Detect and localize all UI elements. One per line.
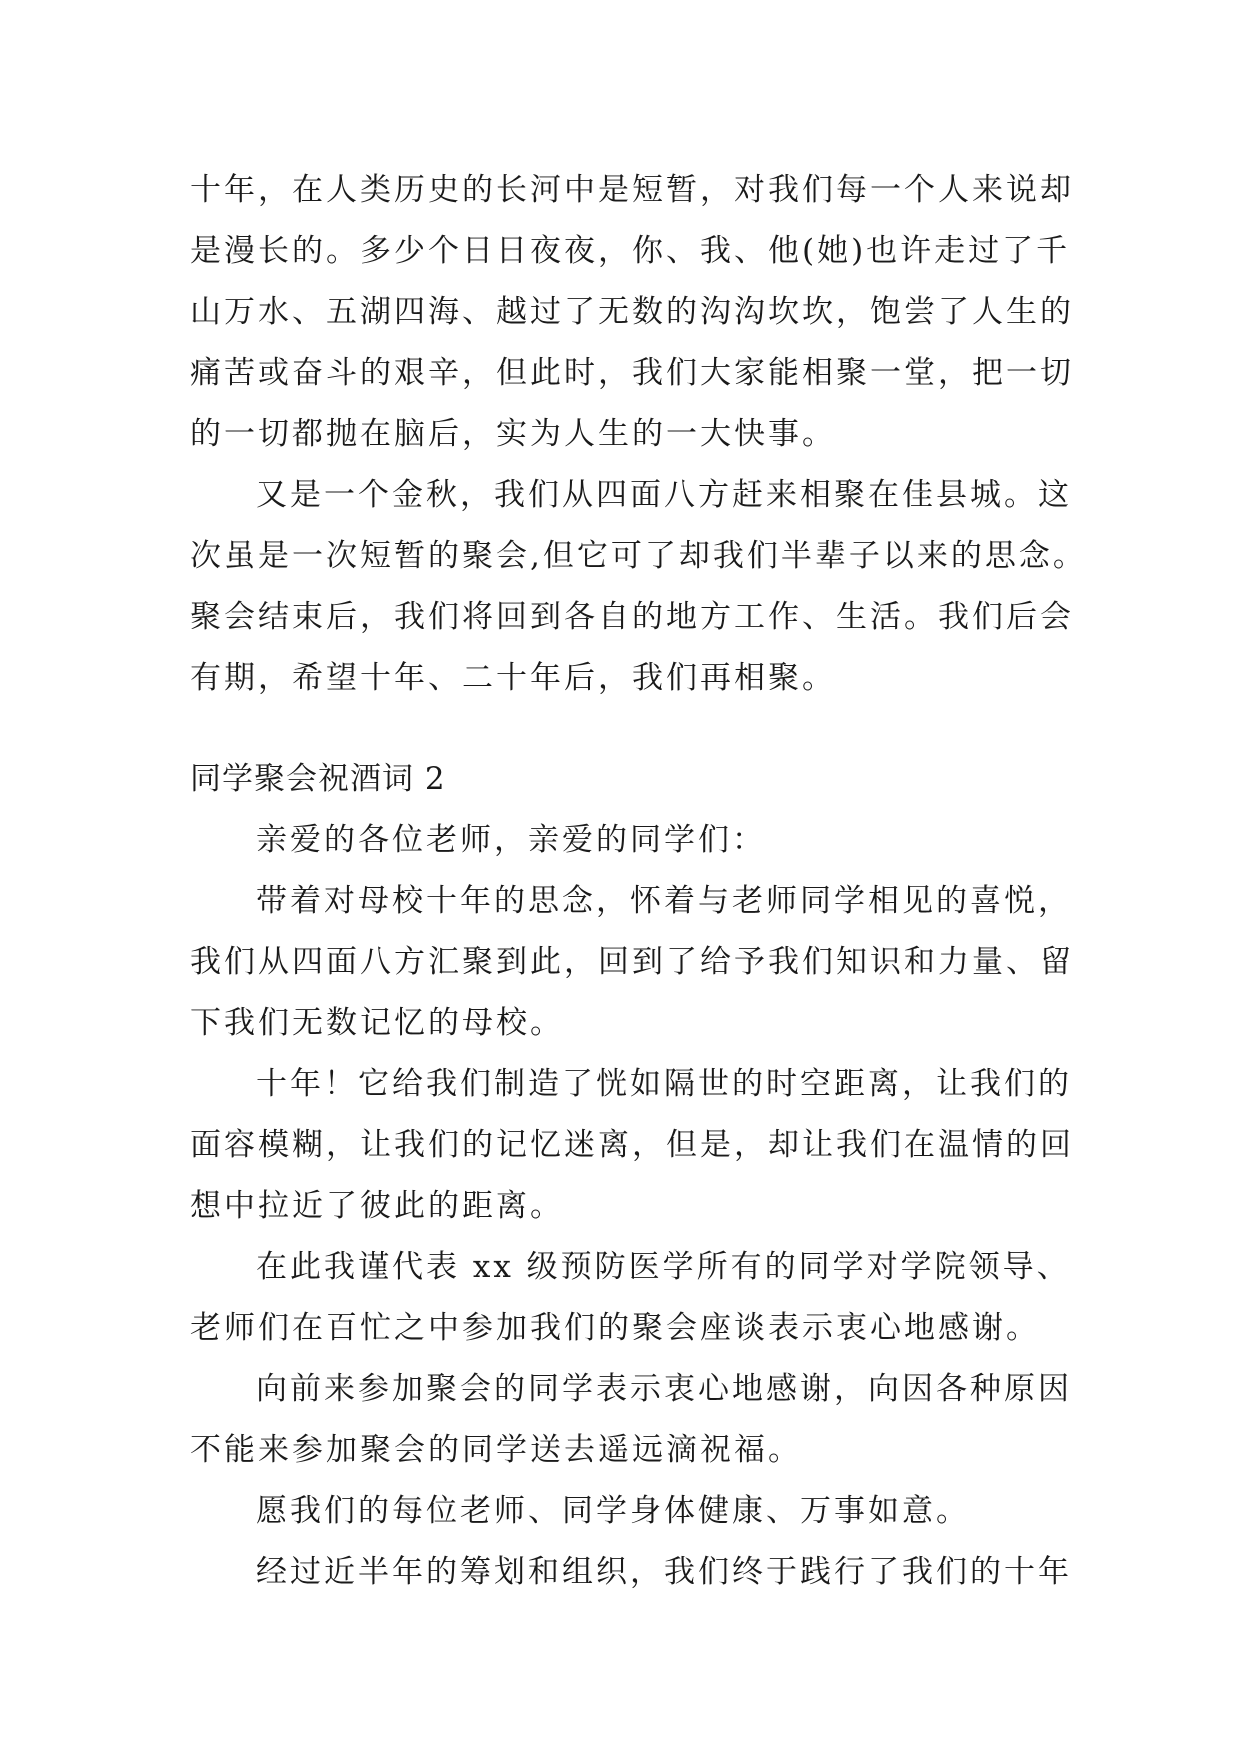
text-line: 又是一个金秋，我们从四面八方赶来相聚在佳县城。这: [256, 477, 1072, 513]
text-line: 下我们无数记忆的母校。: [190, 1005, 564, 1041]
paragraph: [190, 465, 1087, 709]
paragraph: [190, 1481, 1070, 1542]
section-heading: 同学聚会祝酒词 2: [190, 761, 446, 797]
paragraph: [190, 160, 1074, 465]
paragraph: [190, 1237, 1070, 1359]
text-line: 的一切都抛在脑后，实为人生的一大快事。: [190, 416, 836, 452]
text-line: 有期，希望十年、二十年后，我们再相聚。: [190, 660, 836, 696]
text-line: 经过近半年的筹划和组织，我们终于践行了我们的十年: [256, 1554, 1072, 1590]
text-line: 愿我们的每位老师、同学身体健康、万事如意。: [256, 1493, 970, 1529]
text-line: 老师们在百忙之中参加我们的聚会座谈表示衷心地感谢。: [190, 1310, 1040, 1346]
text-line: 聚会结束后，我们将回到各自的地方工作、生活。我们后会: [190, 599, 1074, 635]
text-line: 我们从四面八方汇聚到此，回到了给予我们知识和力量、留: [190, 944, 1074, 980]
text-line: 山万水、五湖四海、越过了无数的沟沟坎坎，饱尝了人生的: [190, 294, 1074, 330]
paragraph: [190, 871, 1074, 1054]
text-line: 面容模糊，让我们的记忆迷离，但是，却让我们在温情的回: [190, 1127, 1074, 1163]
paragraph: [190, 1054, 1074, 1237]
text-line: 带着对母校十年的思念，怀着与老师同学相见的喜悦，: [256, 883, 1072, 919]
text-line: 在此我谨代表 xx 级预防医学所有的同学对学院领导、: [256, 1249, 1071, 1285]
greeting-line: 亲爱的各位老师，亲爱的同学们：: [256, 822, 766, 858]
text-line: 次虽是一次短暂的聚会,但它可了却我们半辈子以来的思念。: [190, 538, 1087, 574]
paragraph: [190, 1542, 1070, 1603]
text-line: 痛苦或奋斗的艰辛，但此时，我们大家能相聚一堂，把一切: [190, 355, 1074, 391]
text-line: 是漫长的。多少个日日夜夜，你、我、他(她)也许走过了千: [190, 233, 1071, 269]
paragraph: [190, 1359, 1070, 1481]
section-spacer: [190, 709, 1070, 749]
text-line: 想中拉近了彼此的距离。: [190, 1188, 564, 1224]
document-body: [190, 160, 1087, 1603]
text-line: 不能来参加聚会的同学送去遥远滴祝福。: [190, 1432, 802, 1468]
text-line: 十年，在人类历史的长河中是短暂，对我们每一个人来说却: [190, 172, 1074, 208]
text-line: 十年！它给我们制造了恍如隔世的时空距离，让我们的: [256, 1066, 1072, 1102]
text-line: 向前来参加聚会的同学表示衷心地感谢，向因各种原因: [256, 1371, 1072, 1407]
